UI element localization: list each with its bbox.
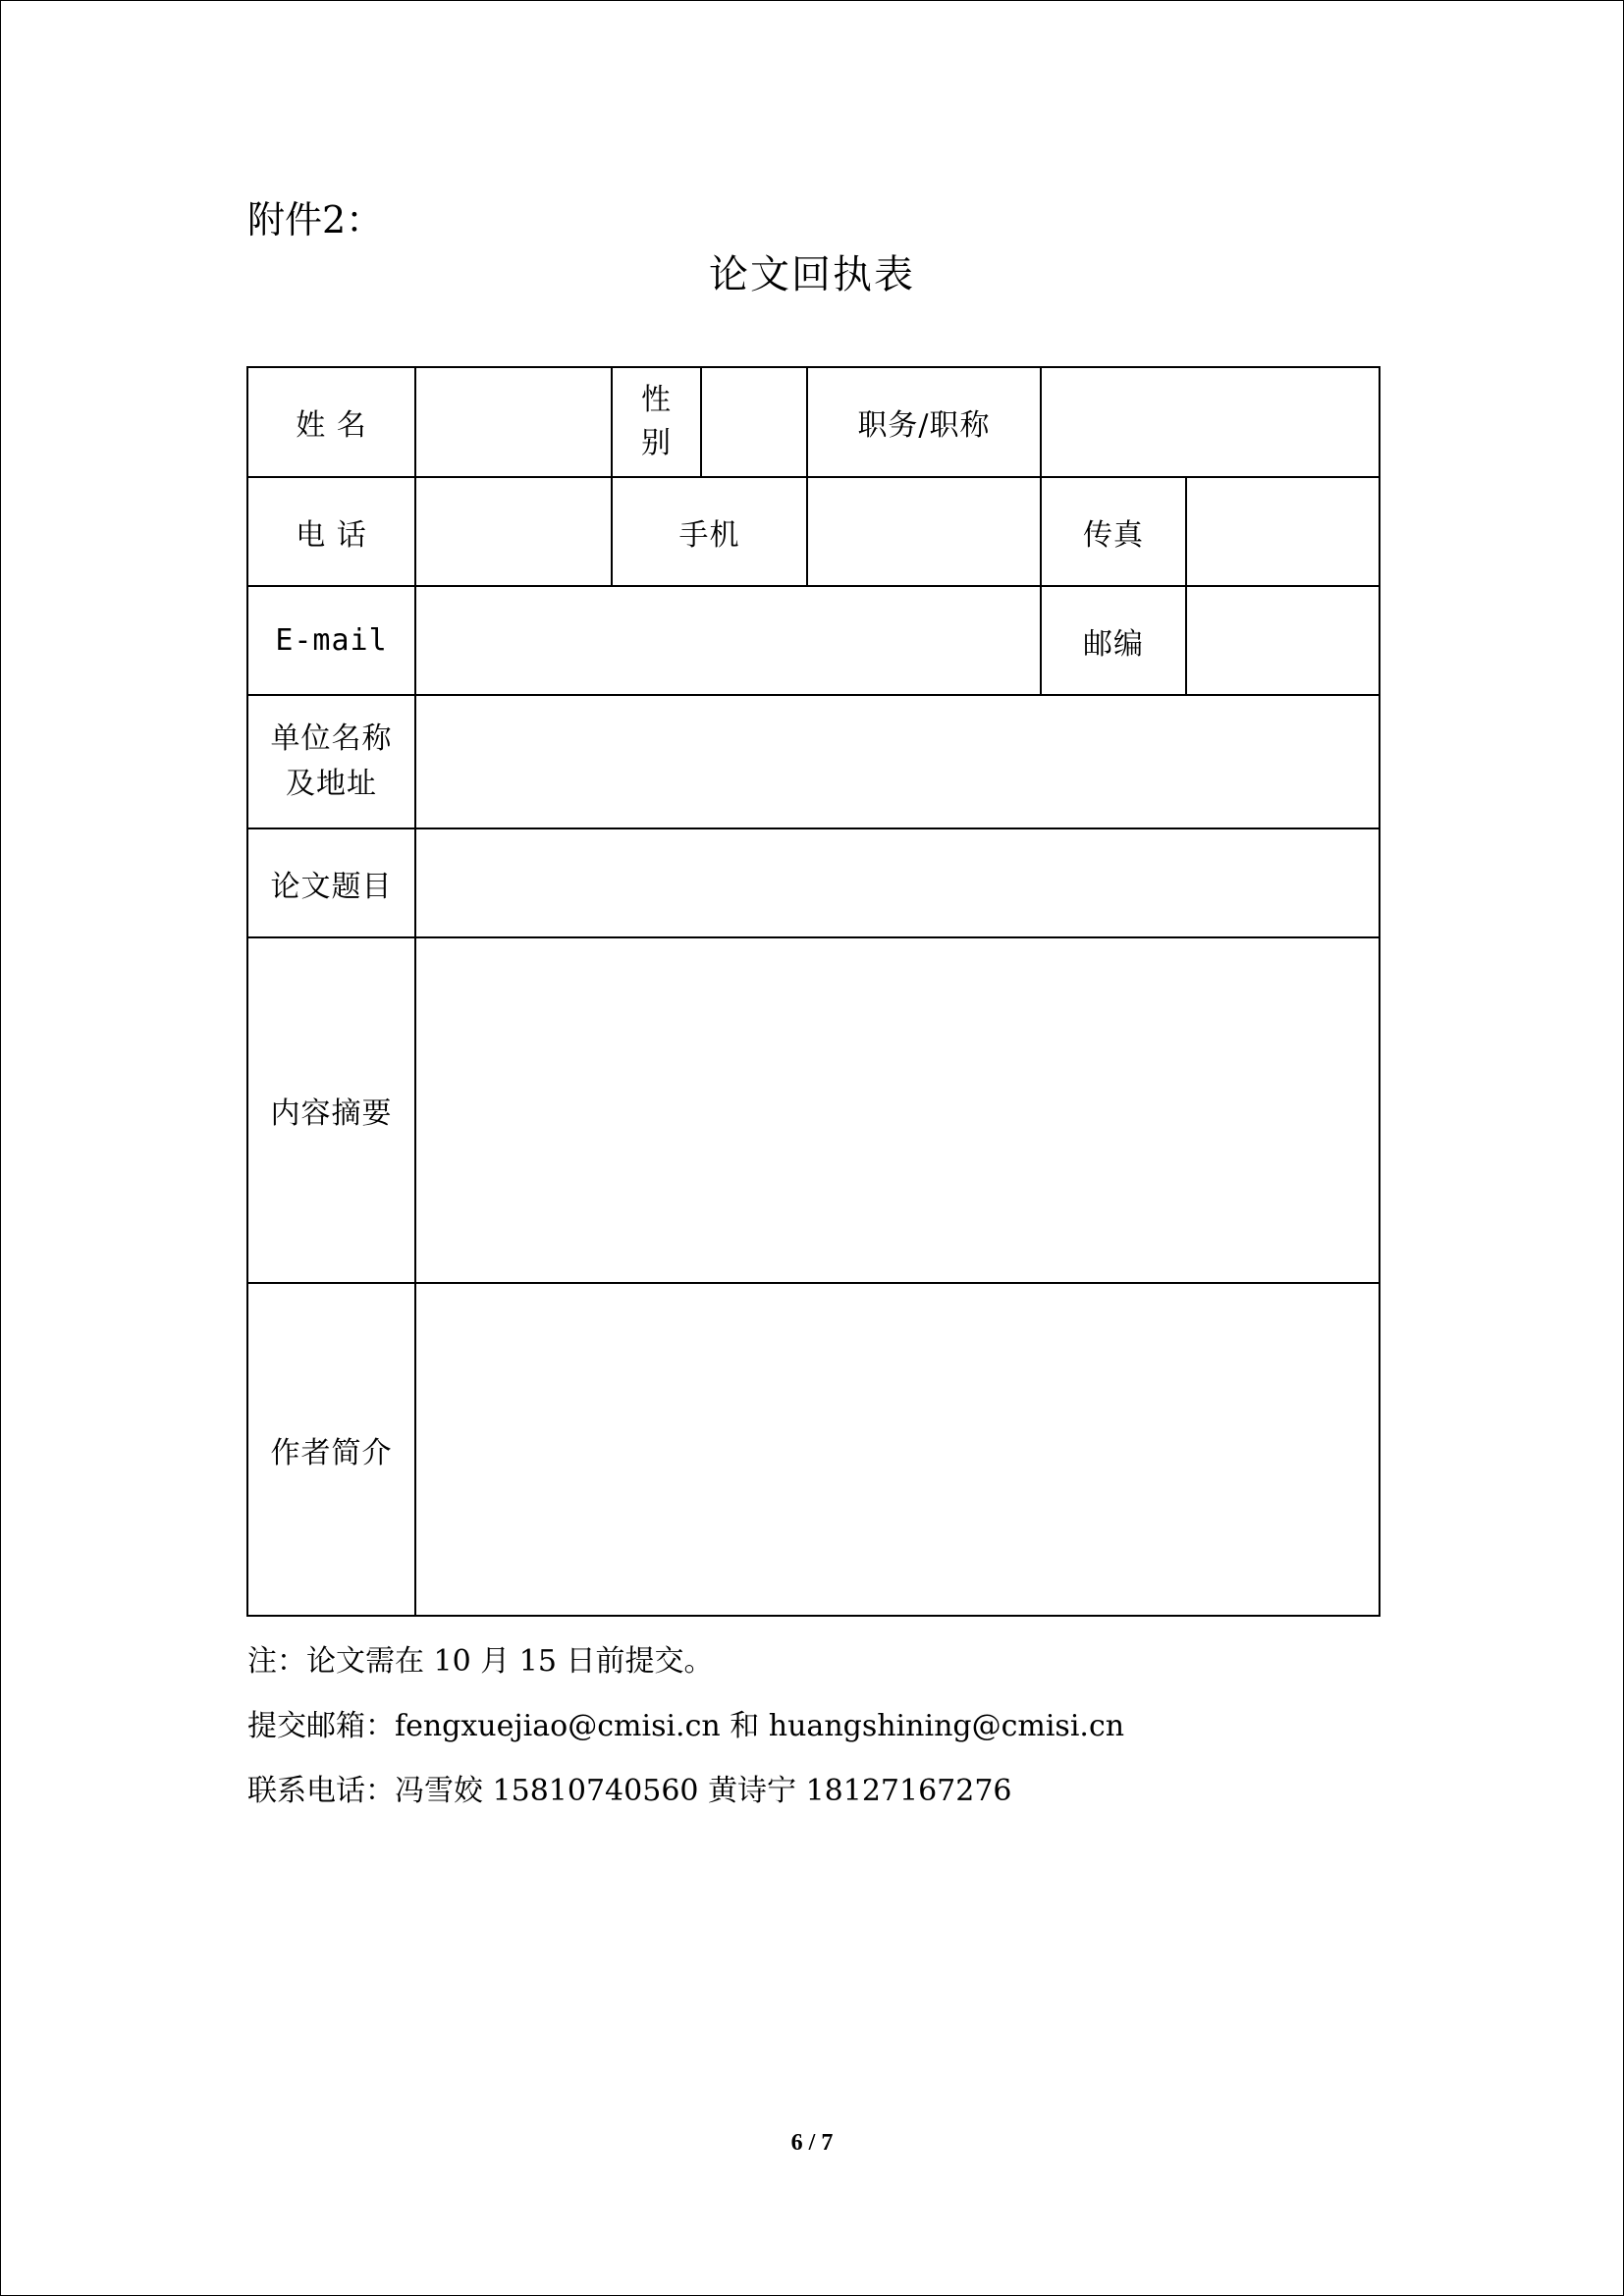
name-label: 姓 名 <box>247 367 415 477</box>
author-bio-label: 作者简介 <box>247 1283 415 1616</box>
table-row <box>247 586 1380 695</box>
paper-title-label: 论文题目 <box>247 828 415 937</box>
table-row <box>247 367 1380 477</box>
table-row <box>247 695 1380 828</box>
organization-label-line2: 及地址 <box>286 767 377 801</box>
contact-phone-note: 联系电话：冯雪姣 15810740560 黄诗宁 18127167276 <box>247 1774 1012 1808</box>
organization-field[interactable] <box>415 695 1380 828</box>
fax-label: 传真 <box>1041 477 1186 586</box>
postcode-label: 邮编 <box>1041 586 1186 695</box>
table-row <box>247 828 1380 937</box>
abstract-field[interactable] <box>415 937 1380 1283</box>
table-row <box>247 937 1380 1283</box>
name-field[interactable] <box>415 367 612 477</box>
organization-label-line1: 单位名称 <box>270 721 393 756</box>
submit-email-note: 提交邮箱：fengxuejiao@cmisi.cn 和 huangshining@cmisi.cn <box>247 1709 1125 1743</box>
receipt-form-table <box>246 366 1380 1617</box>
phone-label: 电 话 <box>247 477 415 586</box>
gender-label <box>612 367 701 477</box>
mobile-field[interactable] <box>807 477 1041 586</box>
abstract-label: 内容摘要 <box>247 937 415 1283</box>
phone-field[interactable] <box>415 477 612 586</box>
mobile-label: 手机 <box>612 477 807 586</box>
email-label: E-mail <box>247 586 415 695</box>
gender-field[interactable] <box>701 367 807 477</box>
attachment-label: 附件2： <box>247 198 384 241</box>
gender-label-line2: 别 <box>641 426 672 460</box>
author-bio-field[interactable] <box>415 1283 1380 1616</box>
deadline-note: 注：论文需在 10 月 15 日前提交。 <box>247 1644 714 1679</box>
table-row <box>247 477 1380 586</box>
paper-title-field[interactable] <box>415 828 1380 937</box>
footer-notes <box>247 1629 1124 1824</box>
table-row <box>247 1283 1380 1616</box>
form-title: 论文回执表 <box>709 252 915 297</box>
email-field[interactable] <box>415 586 1041 695</box>
organization-label <box>247 695 415 828</box>
position-label: 职务/职称 <box>807 367 1041 477</box>
page-number: 6 / 7 <box>790 2130 834 2156</box>
postcode-field[interactable] <box>1186 586 1380 695</box>
position-field[interactable] <box>1041 367 1380 477</box>
fax-field[interactable] <box>1186 477 1380 586</box>
gender-label-line1: 性 <box>641 383 672 417</box>
